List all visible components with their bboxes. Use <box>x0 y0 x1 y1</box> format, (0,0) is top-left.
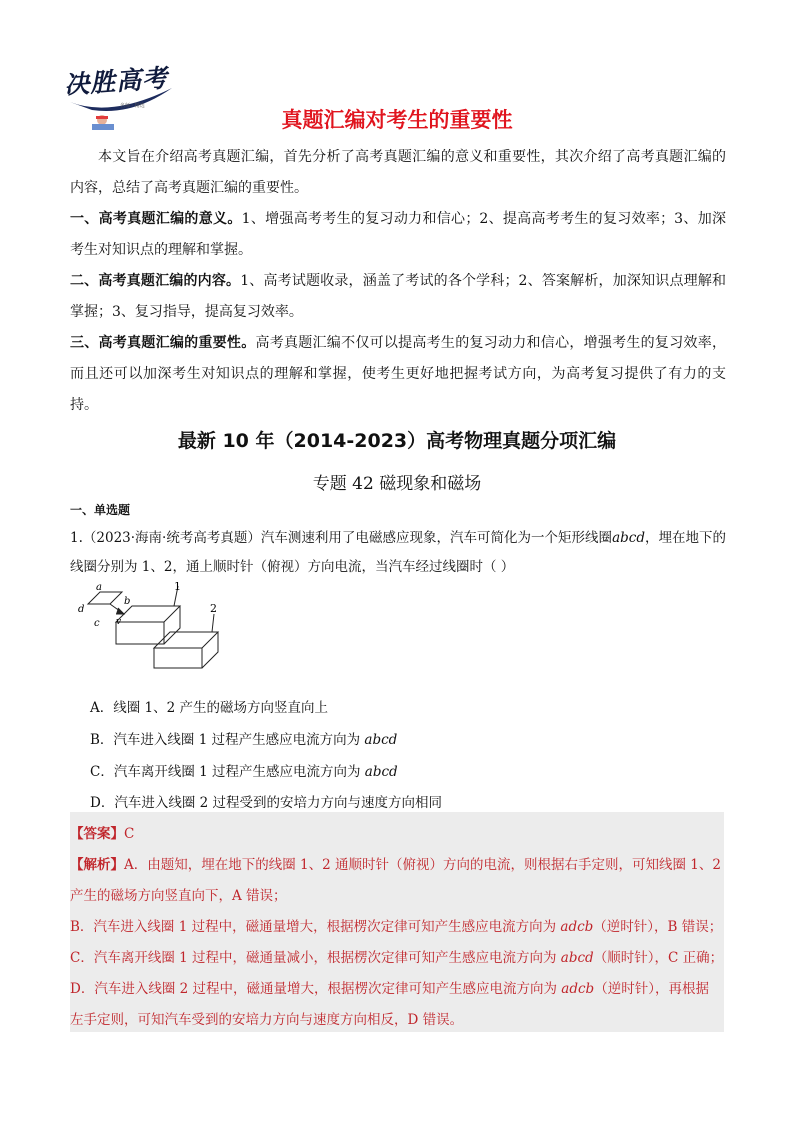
label-coil-2: 2 <box>210 602 217 615</box>
analysis-text-4b: （顺时针），C 正确； <box>593 950 724 966</box>
answer-tag: 【答案】 <box>70 826 124 842</box>
analysis-text-5b: （逆时针），再根据 <box>594 981 709 997</box>
analysis-text-1: A．由题知，埋在地下的线圈 1、2 通顺时针（俯视）方向的电流，则根据右手定则，可知线圈 1、2 <box>124 857 721 873</box>
question-stem <box>70 524 726 582</box>
significance-paragraph <box>70 204 726 266</box>
intro-paragraph: 本文旨在介绍高考真题汇编，首先分析了高考真题汇编的意义和重要性，其次介绍了高考真题汇编的内容，总结了高考真题汇编的重要性。 <box>70 149 726 196</box>
analysis-tag: 【解析】 <box>70 857 124 873</box>
analysis-text-3a: B．汽车进入线圈 1 过程中，磁通量增大，根据楞次定律可知产生感应电流方向为 <box>70 919 561 935</box>
label-b: b <box>124 596 131 607</box>
label-a: a <box>96 582 102 593</box>
analysis-line-5 <box>70 977 740 997</box>
label-coil-1: 1 <box>174 582 181 593</box>
question-var-abcd: abcd <box>612 530 645 546</box>
analysis-line-6: 左手定则，可知汽车受到的安培力方向与速度方向相反，D 错误。 <box>70 1012 464 1028</box>
analysis-text-4a: C．汽车离开线圈 1 过程中，磁通量减小，根据楞次定律可知产生感应电流方向为 <box>70 950 561 966</box>
answer-line <box>70 822 740 842</box>
analysis-line-2: 产生的磁场方向竖直向下，A 错误； <box>70 888 287 904</box>
question-text-part1: 1.（2023·海南·统考高考真题）汽车测速利用了电磁感应现象，汽车可简化为一个矩形线圈 <box>70 530 613 546</box>
label-d: d <box>78 604 85 615</box>
content-paragraph <box>70 266 726 328</box>
logo-caption: 名师 · 精选 <box>120 103 145 109</box>
importance-paragraph <box>70 328 726 421</box>
analysis-line-3 <box>70 915 740 935</box>
option-d <box>90 791 442 811</box>
analysis-var-4: abcd <box>560 950 594 966</box>
significance-heading: 一、高考真题汇编的意义。 <box>70 211 242 227</box>
option-d-text: D．汽车进入线圈 2 过程受到的安培力方向与速度方向相同 <box>90 795 442 811</box>
analysis-line-1 <box>70 853 740 873</box>
collection-title: 最新 10 年（2014-2023）高考物理真题分项汇编 <box>177 430 617 452</box>
section-heading: 一、单选题 <box>70 503 131 517</box>
option-a <box>90 696 328 716</box>
content-heading: 二、高考真题汇编的内容。 <box>70 273 241 289</box>
content-text: 1、高考试题收录，涵盖了考试的各个学科；2、答案解析，加深知识点理解和掌握；3、复习指导，提高复习效率。 <box>70 273 727 320</box>
question-text-part2: ，埋在地下的线圈分别为 1、2，通上顺时针（俯视）方向电流，当汽车经过线圈时（ ） <box>70 530 727 575</box>
option-c-text: C．汽车离开线圈 1 过程产生感应电流方向为 <box>90 764 365 780</box>
analysis-text-3b: （逆时针），B 错误； <box>593 919 723 935</box>
option-c-var: abcd <box>364 764 398 780</box>
analysis-var-3: adcb <box>560 919 594 935</box>
option-b-text: B．汽车进入线圈 1 过程产生感应电流方向为 <box>90 732 365 748</box>
option-b <box>90 728 397 748</box>
analysis-line-4 <box>70 946 740 966</box>
significance-text: 1、增强高考考生的复习动力和信心；2、提高高考考生的复习效率；3、加深考生对知识点的理解和掌握。 <box>70 211 726 258</box>
analysis-text-5a: D．汽车进入线圈 2 过程中，磁通量增大，根据楞次定律可知产生感应电流方向为 <box>70 981 562 997</box>
option-b-var: abcd <box>364 732 398 748</box>
car-coil-shape <box>88 592 122 604</box>
option-c <box>90 760 398 780</box>
intro-title: 真题汇编对考生的重要性 <box>281 108 513 132</box>
topic-title: 专题 42 磁现象和磁场 <box>312 474 482 494</box>
label-c: c <box>94 618 100 629</box>
importance-text: 高考真题汇编不仅可以提高考生的复习动力和信心，增强考生的复习效率，而且还可以加深考生对知识点的理解和掌握，使考生更好地把握考试方向，为高考复习提供了有力的支持。 <box>70 335 727 413</box>
answer-value: C <box>124 826 135 842</box>
label-v: v <box>116 617 122 627</box>
analysis-var-5: adcb <box>561 981 595 997</box>
option-a-text: A．线圈 1、2 产生的磁场方向竖直向上 <box>90 700 329 716</box>
logo-text: 决胜高考 <box>63 63 170 100</box>
importance-heading: 三、高考真题汇编的重要性。 <box>70 335 256 351</box>
coil-diagram <box>70 582 230 682</box>
